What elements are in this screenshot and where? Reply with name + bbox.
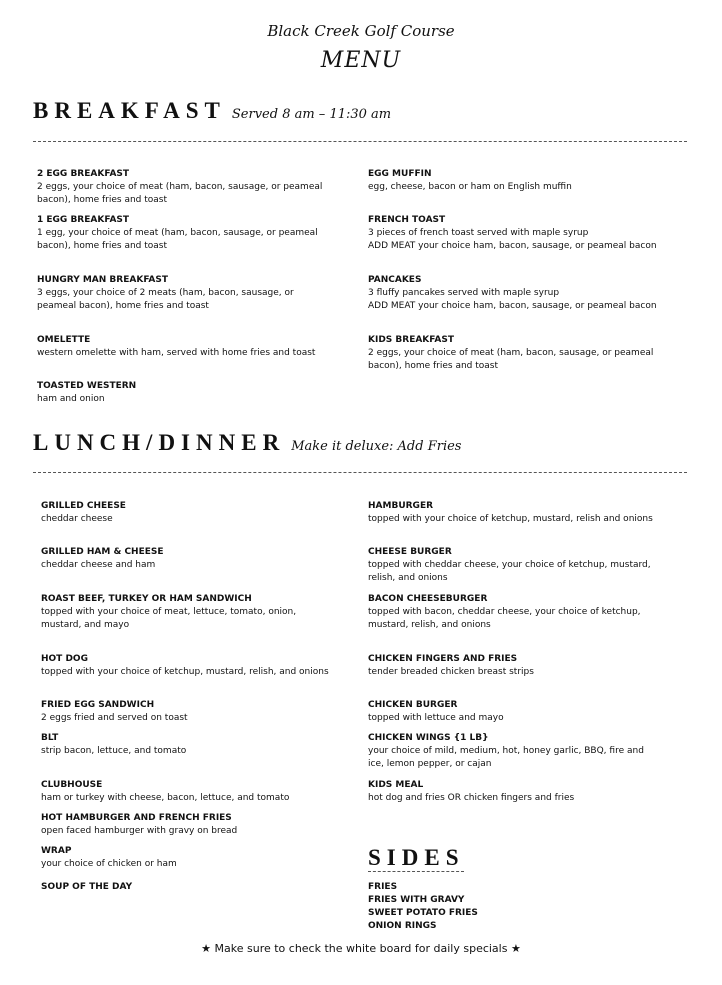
item-description: cheddar cheese and ham	[41, 560, 156, 570]
item-description: 1 egg, your choice of meat (ham, bacon, sausage, or peameal bacon), home fries and toast	[37, 228, 318, 251]
menu-item	[41, 500, 331, 526]
item-extra: ADD MEAT your choice ham, bacon, sausage, or peameal bacon	[368, 301, 657, 311]
sides-title: SIDES	[368, 845, 465, 870]
menu-item	[368, 779, 658, 805]
breakfast-title: BREAKFAST	[33, 98, 226, 123]
menu-item	[37, 274, 327, 313]
item-description: 2 eggs, your choice of meat (ham, bacon, sausage, or peameal bacon), home fries and toast	[368, 348, 654, 371]
item-name: KIDS BREAKFAST	[368, 335, 454, 345]
sides-heading	[368, 845, 464, 871]
menu-item	[41, 845, 331, 871]
breakfast-heading	[33, 98, 391, 124]
item-description: strip bacon, lettuce, and tomato	[41, 746, 187, 756]
item-name: FRIED EGG SANDWICH	[41, 700, 155, 710]
item-description: topped with lettuce and mayo	[368, 713, 504, 723]
specials-note: ★ Make sure to check the white board for daily specials ★	[201, 942, 521, 955]
menu-item	[368, 214, 658, 253]
item-name: CHICKEN FINGERS AND FRIES	[368, 654, 518, 664]
item-name: 2 EGG BREAKFAST	[37, 169, 130, 179]
item-name: PANCAKES	[368, 275, 422, 285]
venue-name: Black Creek Golf Course	[267, 22, 455, 40]
item-description: ham and onion	[37, 394, 105, 404]
menu-item	[368, 546, 658, 585]
item-description: your choice of mild, medium, hot, honey garlic, BBQ, fire and ice, lemon pepper, or cajan	[368, 746, 644, 769]
side-item: FRIES	[368, 882, 398, 892]
item-description: topped with your choice of ketchup, mustard, relish, and onions	[41, 667, 329, 677]
menu-item	[41, 593, 331, 632]
item-name: FRENCH TOAST	[368, 215, 446, 225]
menu-item	[41, 699, 331, 725]
item-description: 3 eggs, your choice of 2 meats (ham, bacon, sausage, or peameal bacon), home fries and toast	[37, 288, 294, 311]
item-name: SOUP OF THE DAY	[41, 882, 133, 892]
breakfast-hours: Served 8 am – 11:30 am	[231, 107, 392, 122]
menu-item	[37, 334, 327, 360]
menu-item	[368, 500, 658, 526]
item-name: 1 EGG BREAKFAST	[37, 215, 130, 225]
item-name: HOT HAMBURGER AND FRENCH FRIES	[41, 813, 232, 823]
menu-item	[37, 380, 327, 406]
item-name: CLUBHOUSE	[41, 780, 103, 790]
item-name: TOASTED WESTERN	[37, 381, 137, 391]
lunch-heading	[33, 430, 461, 456]
menu-item	[41, 546, 331, 572]
section-divider	[33, 141, 687, 142]
sides-list	[368, 881, 478, 933]
item-description: topped with cheddar cheese, your choice of ketchup, mustard, relish, and onions	[368, 560, 651, 583]
item-description: hot dog and fries OR chicken fingers and fries	[368, 793, 575, 803]
section-divider	[33, 472, 687, 473]
item-description: topped with bacon, cheddar cheese, your choice of ketchup, mustard, relish, and onions	[368, 607, 641, 630]
menu-item	[37, 214, 327, 253]
item-name: CHEESE BURGER	[368, 547, 452, 557]
item-name: CHICKEN BURGER	[368, 700, 458, 710]
item-description: cheddar cheese	[41, 514, 113, 524]
menu-item	[41, 812, 331, 838]
item-name: BLT	[41, 733, 59, 743]
side-item: FRIES WITH GRAVY	[368, 895, 465, 905]
menu-title: MENU	[320, 48, 402, 73]
item-description: 3 fluffy pancakes served with maple syrup	[368, 288, 560, 298]
menu-item	[368, 699, 658, 725]
item-description: western omelette with ham, served with home fries and toast	[37, 348, 316, 358]
item-description: tender breaded chicken breast strips	[368, 667, 534, 677]
item-description: ham or turkey with cheese, bacon, lettuce, and tomato	[41, 793, 290, 803]
item-description: 2 eggs, your choice of meat (ham, bacon, sausage, or peameal bacon), home fries and toast	[37, 182, 323, 205]
item-description: open faced hamburger with gravy on bread	[41, 826, 238, 836]
item-description: egg, cheese, bacon or ham on English muffin	[368, 182, 572, 192]
item-description: topped with your choice of ketchup, mustard, relish and onions	[368, 514, 653, 524]
item-name: ROAST BEEF, TURKEY OR HAM SANDWICH	[41, 594, 252, 604]
menu-item	[41, 881, 331, 894]
item-description: 2 eggs fried and served on toast	[41, 713, 188, 723]
item-name: HAMBURGER	[368, 501, 434, 511]
menu-item	[41, 779, 331, 805]
item-name: KIDS MEAL	[368, 780, 424, 790]
item-name: EGG MUFFIN	[368, 169, 432, 179]
item-description: topped with your choice of meat, lettuce, tomato, onion, mustard, and mayo	[41, 607, 297, 630]
item-name: BACON CHEESEBURGER	[368, 594, 488, 604]
menu-item	[368, 653, 658, 679]
lunch-title: LUNCH/DINNER	[33, 430, 286, 455]
item-description: your choice of chicken or ham	[41, 859, 177, 869]
lunch-note: Make it deluxe: Add Fries	[291, 439, 462, 454]
item-description: 3 pieces of french toast served with maple syrup	[368, 228, 589, 238]
menu-item	[368, 274, 658, 313]
side-item: ONION RINGS	[368, 921, 437, 931]
item-name: GRILLED HAM & CHEESE	[41, 547, 164, 557]
item-name: WRAP	[41, 846, 72, 856]
item-name: HOT DOG	[41, 654, 88, 664]
item-name: HUNGRY MAN BREAKFAST	[37, 275, 169, 285]
menu-item	[368, 334, 658, 373]
menu-item	[368, 168, 658, 194]
menu-item	[41, 732, 331, 758]
menu-item	[37, 168, 327, 207]
item-name: GRILLED CHEESE	[41, 501, 126, 511]
menu-item	[41, 653, 331, 679]
item-extra: ADD MEAT your choice ham, bacon, sausage, or peameal bacon	[368, 241, 657, 251]
menu-item	[368, 732, 658, 771]
item-name: OMELETTE	[37, 335, 91, 345]
side-item: SWEET POTATO FRIES	[368, 908, 478, 918]
menu-item	[368, 593, 658, 632]
item-name: CHICKEN WINGS {1 LB}	[368, 733, 489, 743]
